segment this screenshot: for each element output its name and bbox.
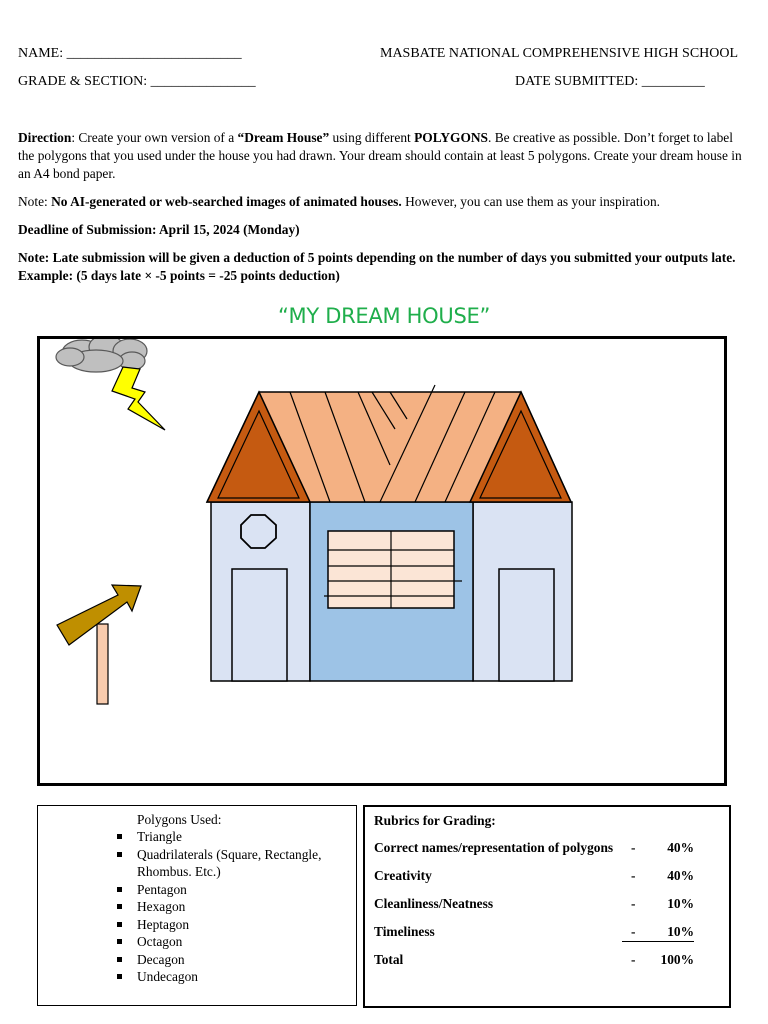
drawing-frame	[37, 336, 727, 786]
direction-dream-house: “Dream House”	[237, 130, 330, 145]
list-item: Heptagon	[114, 916, 334, 934]
octagon-window	[241, 515, 276, 548]
rubrics-heading: Rubrics for Grading:	[374, 813, 496, 828]
rubric-row	[374, 896, 724, 914]
direction-label: Direction	[18, 130, 72, 145]
lightning-bolt-shape	[112, 367, 165, 430]
rubric-label: Timeliness	[374, 924, 435, 939]
late-note-paragraph: Note: Late submission will be given a deduction of 5 points depending on the number of days you submitted your outputs late. Example: (5 days late × -5 points = -25 points deduction)	[18, 250, 736, 283]
list-item: Pentagon	[114, 881, 334, 899]
rubric-dash: -	[631, 952, 636, 967]
date-label: DATE SUBMITTED:	[515, 74, 639, 89]
rubric-row	[374, 840, 724, 858]
rubric-percent: 40%	[667, 840, 694, 855]
rubric-label: Correct names/representation of polygons	[374, 840, 614, 855]
direction-text-1: : Create your own version of a	[71, 130, 238, 145]
rubric-percent: 10%	[667, 896, 694, 911]
rubric-dash: -	[631, 896, 636, 911]
rubric-percent: 100%	[660, 952, 694, 967]
rubric-percent: 40%	[667, 868, 694, 883]
grade-blank: _______________	[150, 74, 256, 89]
polygons-used-heading: Polygons Used:	[137, 812, 222, 827]
note-ai-label: Note:	[18, 194, 52, 209]
date-submitted-line	[515, 74, 705, 90]
polygons-list	[114, 828, 334, 986]
list-item: Undecagon	[114, 968, 334, 986]
deadline-line: Deadline of Submission: April 15, 2024 (Monday)	[18, 222, 300, 237]
direction-text-2: using different	[329, 130, 415, 145]
list-item: Triangle	[114, 828, 334, 846]
rubric-label: Creativity	[374, 868, 432, 883]
rubric-row	[374, 868, 724, 886]
note-ai-bold: No AI-generated or web-searched images of animated houses.	[51, 194, 402, 209]
note-ai-paragraph	[18, 193, 752, 211]
list-item: Decagon	[114, 951, 334, 969]
rubric-dash: -	[631, 868, 636, 883]
note-ai-rest: However, you can use them as your inspiration.	[401, 194, 661, 209]
name-blank: _________________________	[66, 46, 242, 61]
direction-text-3: . Be creative as possible. Don’t forget to label the polygons that you used under the house you had drawn. Your dream should contain at least 5 polygons. Create your dream house in an A4 bond paper.	[18, 130, 742, 181]
dream-house-title: “MY DREAM HOUSE”	[277, 304, 491, 328]
total-underline	[622, 941, 694, 942]
name-line	[18, 46, 242, 62]
rubric-dash: -	[631, 840, 636, 855]
rubric-label: Total	[374, 952, 404, 967]
rubric-dash: -	[631, 924, 636, 939]
name-label: NAME:	[18, 46, 64, 61]
left-door	[232, 569, 287, 681]
school-name: MASBATE NATIONAL COMPREHENSIVE HIGH SCHOOL	[380, 46, 739, 61]
rubric-label: Cleanliness/Neatness	[374, 896, 494, 911]
list-item: Hexagon	[114, 898, 334, 916]
direction-paragraph	[18, 129, 752, 183]
polygons-used-box	[37, 805, 357, 1006]
rubrics-box	[363, 805, 731, 1008]
right-door	[499, 569, 554, 681]
grade-label: GRADE & SECTION:	[18, 74, 148, 89]
grade-section-line	[18, 74, 256, 90]
rubric-row	[374, 924, 724, 942]
signpost-pole	[97, 624, 108, 704]
direction-polygons: POLYGONS	[414, 130, 489, 145]
date-blank: _________	[641, 74, 705, 89]
list-item: Quadrilaterals (Square, Rectangle, Rhombus. Etc.)	[114, 846, 334, 881]
rubric-row-total	[374, 952, 724, 970]
cloud-shape	[56, 339, 147, 372]
rubric-percent: 10%	[667, 924, 694, 939]
list-item: Octagon	[114, 933, 334, 951]
dream-house-drawing	[40, 339, 730, 789]
